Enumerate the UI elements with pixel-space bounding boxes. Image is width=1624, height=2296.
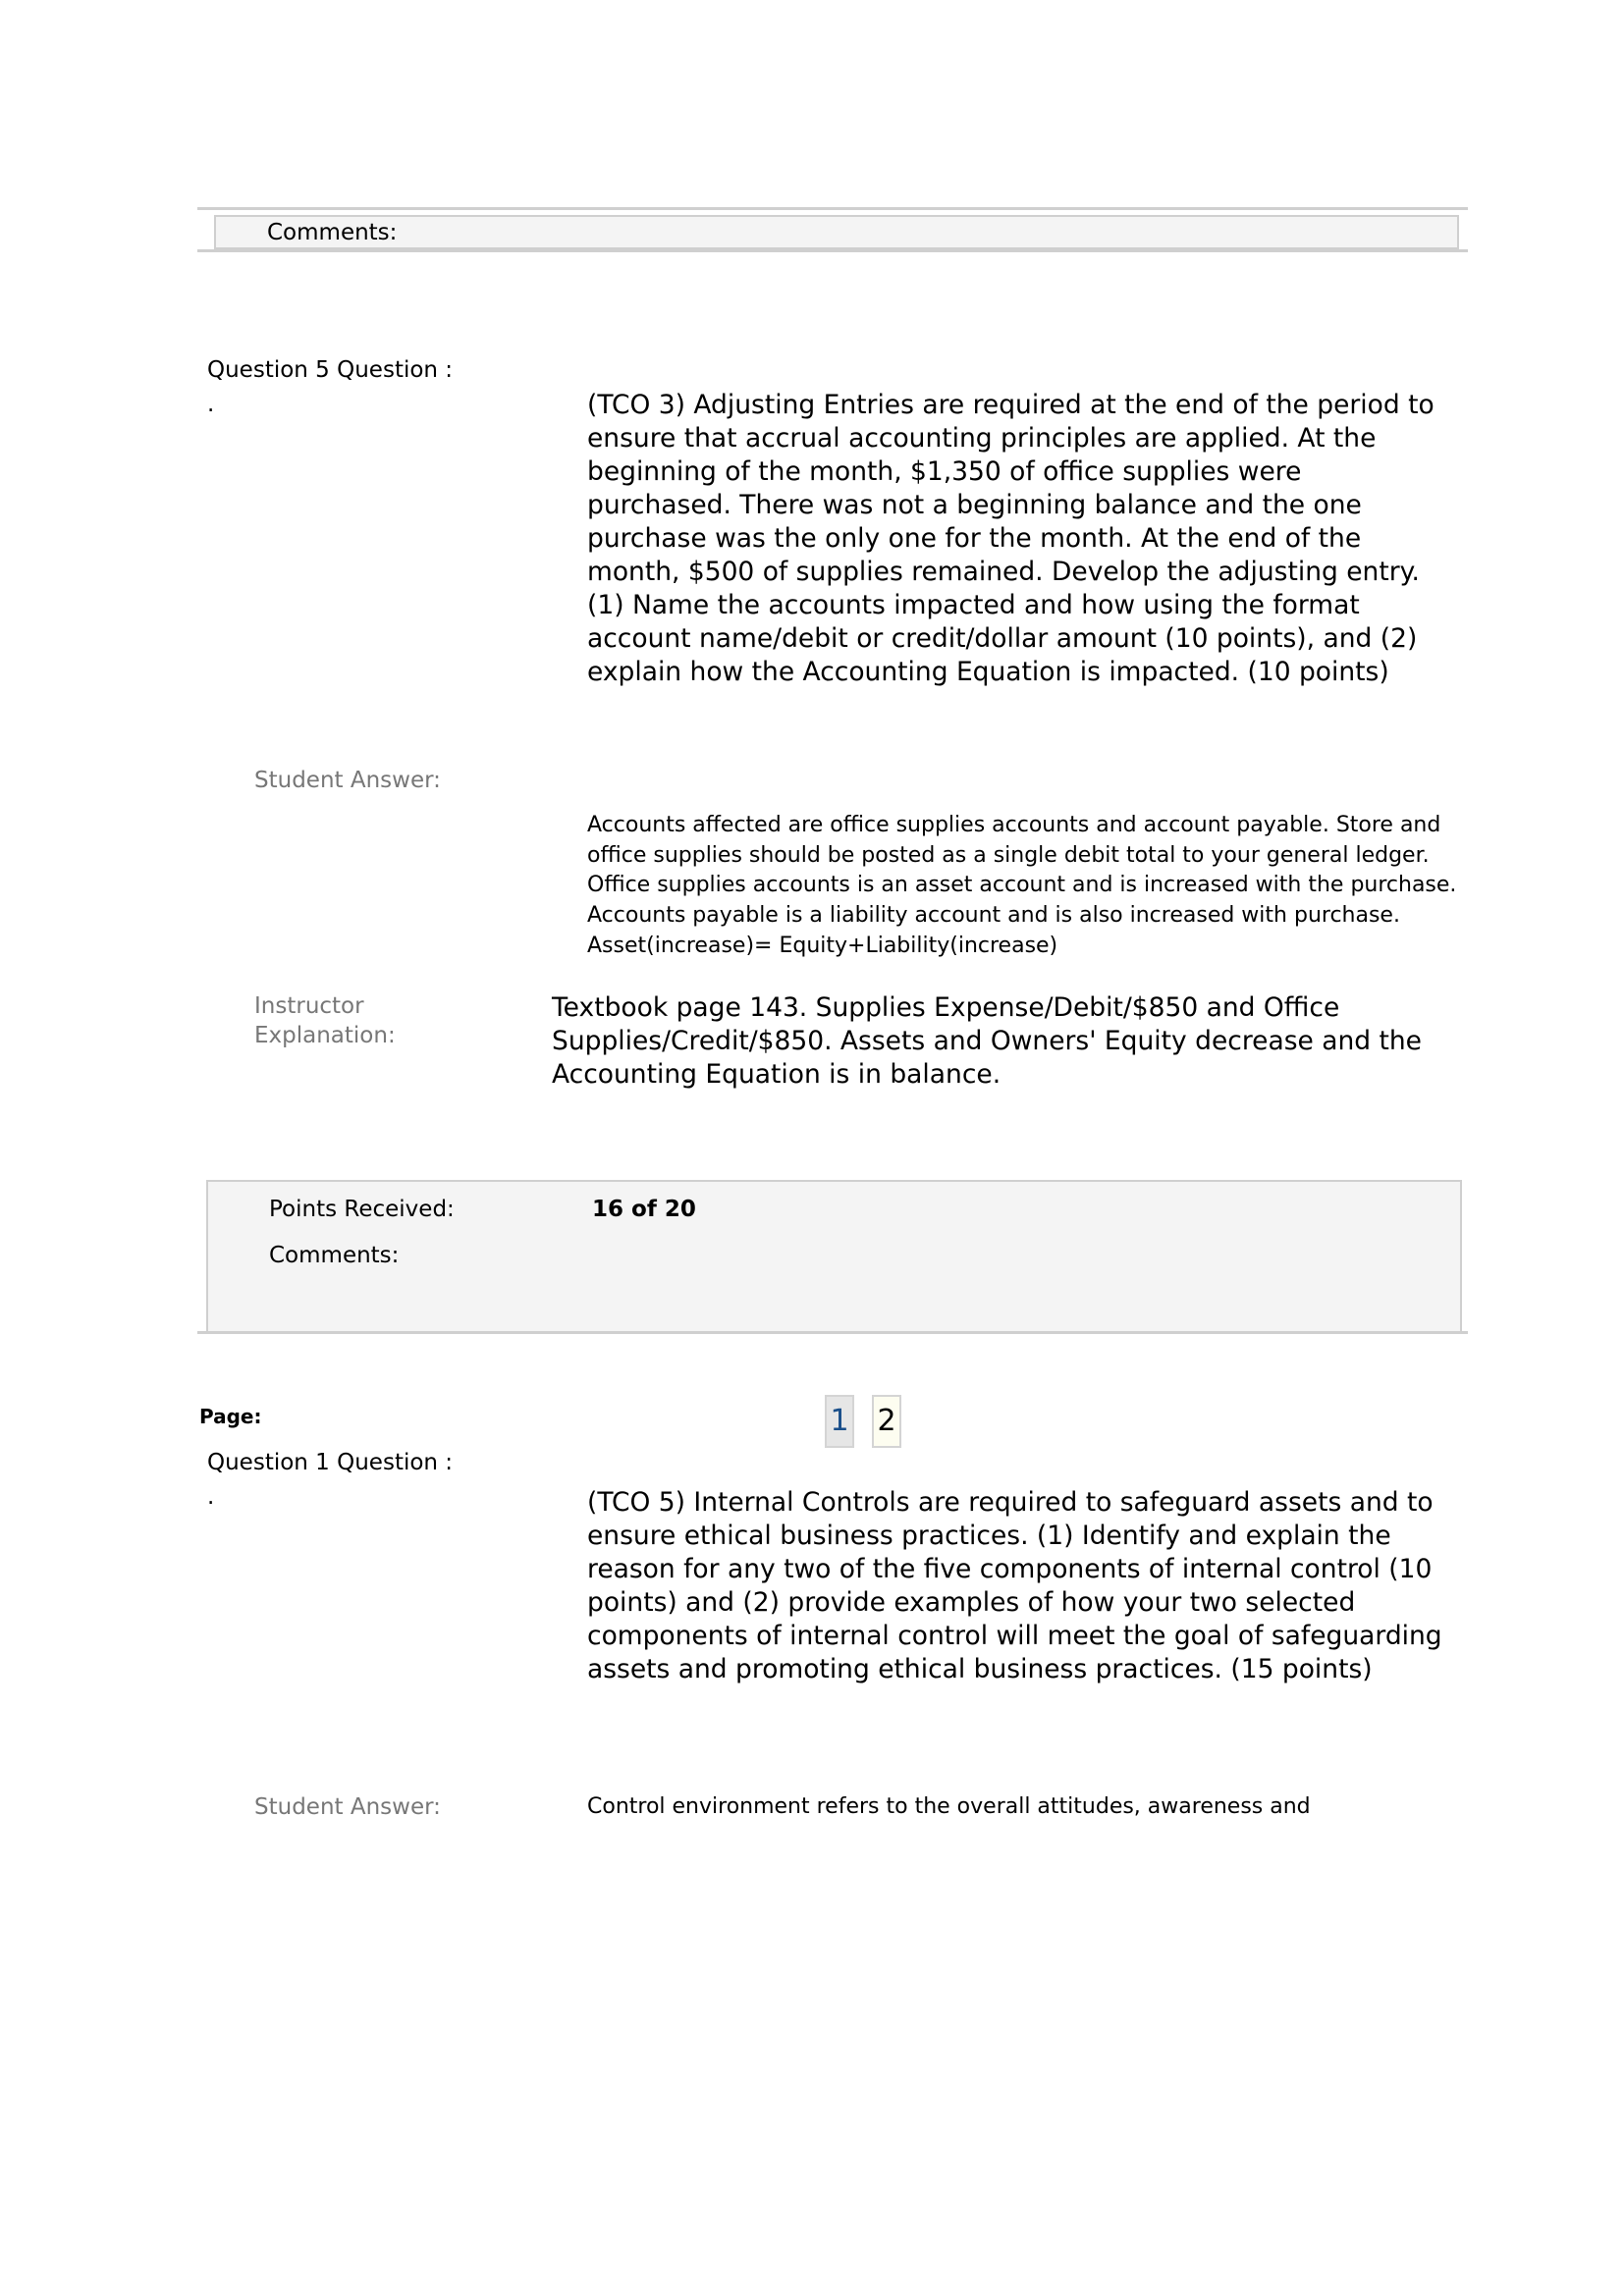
page-2-button[interactable]: 2	[872, 1395, 901, 1448]
points-received-label: Points Received:	[269, 1197, 455, 1222]
question-5-dot: .	[207, 392, 215, 417]
page-1-button[interactable]: 1	[825, 1395, 854, 1448]
question-1-label: Question 1 Question :	[207, 1450, 454, 1475]
instructor-explanation: Textbook page 143. Supplies Expense/Debit/$850 and Office Supplies/Credit/$850. Assets and Owners' Equity decrease and the Accounting Equation is in balance.	[552, 992, 1422, 1090]
points-received-value: 16 of 20	[592, 1197, 696, 1222]
comments-label: Comments:	[267, 220, 398, 245]
comments-box	[214, 215, 1459, 249]
question-1-text: (TCO 5) Internal Controls are required to safeguard assets and to ensure ethical business practices. (1) Identify and explain the reason for any two of the five components of internal control (10 points) and (2) provide examples of how your two selected components of internal control will meet the goal of safeguarding assets and promoting ethical business practices. (15 points)	[587, 1487, 1442, 1684]
question-5-label: Question 5 Question :	[207, 357, 454, 383]
page-label: Page:	[199, 1405, 262, 1428]
student-answer-text: Control environment refers to the overall attitudes, awareness and	[587, 1794, 1311, 1819]
divider	[197, 207, 1468, 210]
question-5-text: (TCO 3) Adjusting Entries are required at the end of the period to ensure that accrual accounting principles are applied. At the beginning of the month, $1,350 of office supplies were purchased. There was not a beginning balance and the one purchase was the only one for the month. At the end of the month, $500 of supplies remained. Develop the adjusting entry. (1) Name the accounts impacted and how using the format account name/debit or credit/dollar amount (10 points), and (2) explain how the Accounting Equation is impacted. (10 points)	[587, 390, 1435, 687]
comments-label: Comments:	[269, 1243, 400, 1268]
student-answer-label: Student Answer:	[254, 1794, 441, 1820]
student-answer-text: Accounts affected are office supplies accounts and account payable. Store and office supplies should be posted as a single debit total to your general ledger. Office supplies accounts is an asset account and is increased with the purchase. Accounts payable is a liability account and is also increased with purchase. Asset(increase)= Equity+Liability(increase)	[587, 813, 1457, 958]
explanation-label: Explanation:	[254, 1023, 396, 1048]
instructor-label: Instructor	[254, 993, 364, 1019]
question-1-dot: .	[207, 1484, 215, 1510]
divider	[197, 1331, 1468, 1334]
divider	[197, 249, 1468, 252]
student-answer-label: Student Answer:	[254, 768, 441, 793]
points-box	[206, 1180, 1462, 1332]
